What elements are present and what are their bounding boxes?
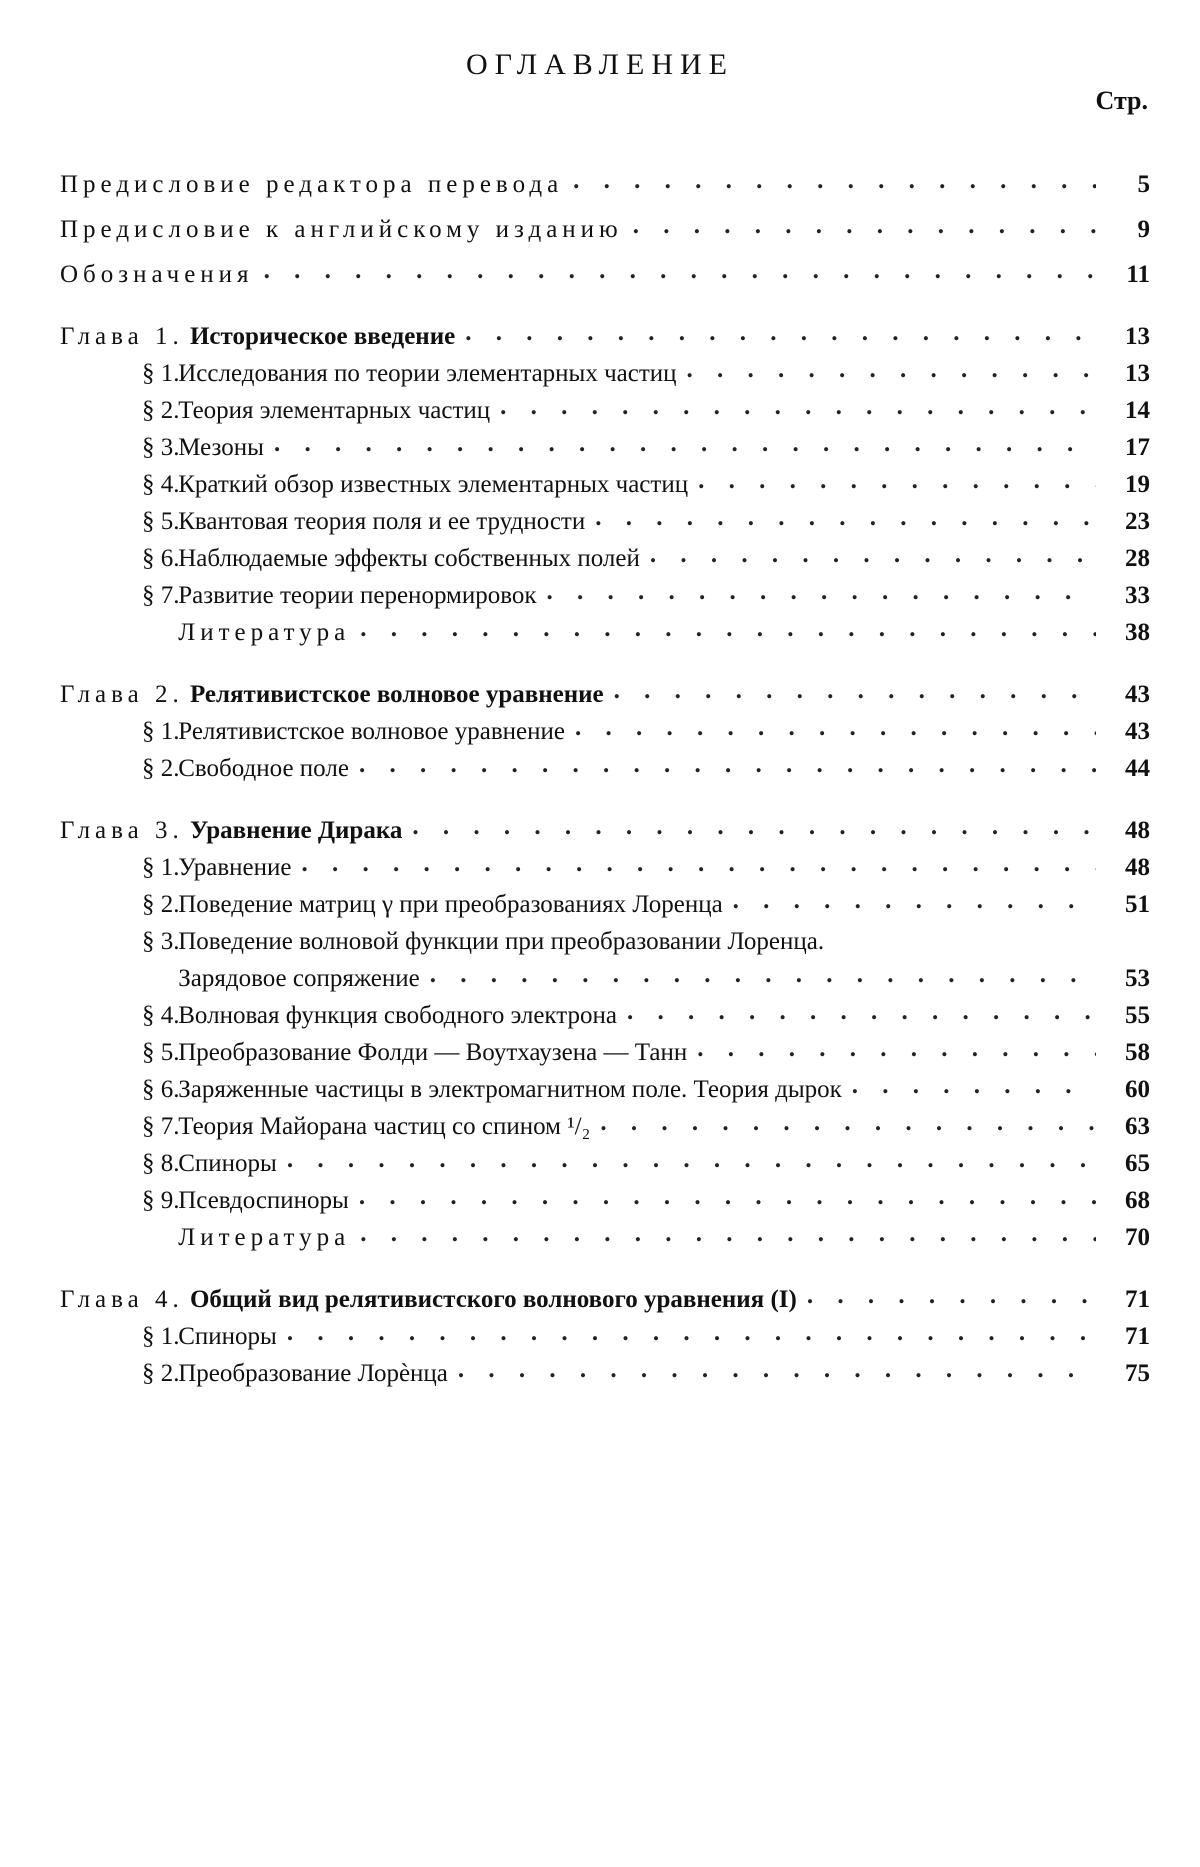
section-title: Уравнение bbox=[178, 854, 292, 881]
section-number: § 1. bbox=[142, 360, 180, 387]
section-title: Заряженные частицы в электромагнитном поле. Теория дырок bbox=[178, 1076, 842, 1103]
page-number: 51 bbox=[1125, 891, 1150, 918]
entry-title: Предисловие к английскому изданию bbox=[60, 216, 623, 243]
section-number: § 1. bbox=[142, 854, 180, 881]
dot-leader bbox=[733, 885, 1096, 917]
dot-leader bbox=[359, 749, 1096, 781]
section-title: Развитие теории перенормировок bbox=[178, 582, 537, 609]
page-number: 14 bbox=[1125, 397, 1150, 424]
section-title: Спиноры bbox=[178, 1150, 277, 1177]
section-entry[interactable] bbox=[60, 1353, 1150, 1390]
section-number: § 2. bbox=[142, 1360, 180, 1387]
section-entry[interactable] bbox=[60, 748, 1150, 785]
section-title-continued: Зарядовое сопряжение bbox=[178, 965, 420, 992]
page-number: 17 bbox=[1125, 434, 1150, 461]
section-title: Поведение матриц γ при преобразованиях Лоренца bbox=[178, 891, 723, 918]
dot-leader bbox=[458, 1354, 1096, 1386]
page-number: 28 bbox=[1125, 545, 1150, 572]
toc-entry[interactable] bbox=[60, 201, 1150, 246]
page-column-label: Стр. bbox=[1095, 86, 1148, 115]
literature-entry[interactable] bbox=[60, 1217, 1150, 1254]
toc-entry[interactable] bbox=[60, 246, 1150, 291]
section-number: § 5. bbox=[142, 508, 180, 535]
section-title: Наблюдаемые эффекты собственных полей bbox=[178, 545, 640, 572]
section-title: Свободное поле bbox=[178, 755, 349, 782]
dot-leader bbox=[697, 1033, 1096, 1065]
section-title: Краткий обзор известных элементарных частиц bbox=[178, 471, 689, 498]
section-number: § 7. bbox=[142, 582, 180, 609]
section-number: § 2. bbox=[142, 397, 180, 424]
chapter-label: Глава 3. bbox=[60, 817, 184, 844]
section-entry[interactable] bbox=[60, 1316, 1150, 1353]
section-number: § 5. bbox=[142, 1039, 180, 1066]
dot-leader bbox=[852, 1070, 1096, 1102]
section-entry-line2[interactable] bbox=[60, 958, 1150, 995]
chapter-label: Глава 1. bbox=[60, 323, 184, 350]
chapter-heading[interactable] bbox=[60, 1268, 1150, 1316]
dot-leader bbox=[500, 391, 1096, 423]
page-number: 48 bbox=[1125, 854, 1150, 881]
chapter-label: Глава 4. bbox=[60, 1286, 184, 1313]
section-entry[interactable] bbox=[60, 353, 1150, 390]
dot-leader bbox=[287, 1317, 1096, 1349]
section-number: § 3. bbox=[142, 928, 180, 955]
page-number: 63 bbox=[1125, 1113, 1150, 1140]
section-number: § 4. bbox=[142, 471, 180, 498]
entry-title: Обозначения bbox=[60, 261, 254, 288]
section-number: § 6. bbox=[142, 545, 180, 572]
dot-leader bbox=[360, 613, 1096, 645]
dot-leader bbox=[264, 255, 1096, 287]
section-number: § 7. bbox=[142, 1113, 180, 1140]
page-number: 33 bbox=[1125, 582, 1150, 609]
section-entry[interactable] bbox=[60, 1069, 1150, 1106]
chapter-heading[interactable] bbox=[60, 799, 1150, 847]
section-title: Псевдоспиноры bbox=[178, 1187, 349, 1214]
section-title: Преобразование Фолди — Воутхаузена — Танн bbox=[178, 1039, 688, 1066]
dot-leader bbox=[359, 1181, 1096, 1213]
section-entry[interactable] bbox=[60, 847, 1150, 884]
chapter-heading[interactable] bbox=[60, 305, 1150, 353]
dot-leader bbox=[465, 317, 1096, 349]
dot-leader bbox=[301, 848, 1096, 880]
dot-leader bbox=[595, 502, 1096, 534]
page-title: ОГЛАВЛЕНИЕ bbox=[466, 48, 734, 81]
page-number: 13 bbox=[1125, 323, 1150, 350]
page-number: 9 bbox=[1137, 216, 1150, 243]
section-entry[interactable] bbox=[60, 575, 1150, 612]
dot-leader bbox=[807, 1280, 1096, 1312]
table-of-contents bbox=[60, 156, 1150, 1390]
section-number: § 4. bbox=[142, 1002, 180, 1029]
dot-leader bbox=[412, 811, 1096, 843]
page-number: 43 bbox=[1125, 681, 1150, 708]
section-entry[interactable] bbox=[60, 884, 1150, 921]
section-title: Теория элементарных частиц bbox=[178, 397, 491, 424]
page-number: 70 bbox=[1125, 1224, 1150, 1251]
chapter-title: Уравнение Дирака bbox=[189, 817, 403, 844]
dot-leader bbox=[627, 996, 1096, 1028]
section-title: Квантовая теория поля и ее трудности bbox=[178, 508, 586, 535]
section-entry[interactable] bbox=[60, 1143, 1150, 1180]
page-number: 19 bbox=[1125, 471, 1150, 498]
dot-leader bbox=[360, 1218, 1096, 1250]
section-title: Спиноры bbox=[178, 1323, 277, 1350]
dot-leader bbox=[573, 165, 1096, 197]
dot-leader bbox=[600, 1107, 1096, 1139]
literature-title: Литература bbox=[178, 619, 351, 646]
section-number: § 2. bbox=[142, 755, 180, 782]
section-entry[interactable] bbox=[60, 711, 1150, 748]
page-number: 60 bbox=[1125, 1076, 1150, 1103]
section-title: Поведение волновой функции при преобразовании Лоренца. bbox=[178, 928, 825, 955]
page-number: 53 bbox=[1125, 965, 1150, 992]
chapter-title: Историческое введение bbox=[189, 323, 456, 350]
page-number: 5 bbox=[1137, 171, 1150, 198]
section-entry-line1[interactable] bbox=[60, 921, 1150, 958]
entry-title: Предисловие редактора перевода bbox=[60, 171, 564, 198]
section-entry[interactable] bbox=[60, 1180, 1150, 1217]
dot-leader bbox=[687, 354, 1096, 386]
section-title: Мезоны bbox=[178, 434, 264, 461]
section-title: Волновая функция свободного электрона bbox=[178, 1002, 617, 1029]
dot-leader bbox=[633, 210, 1096, 242]
page-number: 23 bbox=[1125, 508, 1150, 535]
section-title: Теория Майорана частиц со спином ¹/₂ bbox=[178, 1113, 591, 1140]
section-title: Преобразование Лорѐнца bbox=[178, 1360, 448, 1387]
page-number: 13 bbox=[1125, 360, 1150, 387]
chapter-heading[interactable] bbox=[60, 663, 1150, 711]
section-number: § 9. bbox=[142, 1187, 180, 1214]
section-number: § 6. bbox=[142, 1076, 180, 1103]
section-number: § 1. bbox=[142, 1323, 180, 1350]
dot-leader bbox=[287, 1144, 1096, 1176]
page-number: 44 bbox=[1125, 755, 1150, 782]
section-entry[interactable] bbox=[60, 390, 1150, 427]
section-number: § 3. bbox=[142, 434, 180, 461]
dot-leader bbox=[650, 539, 1096, 571]
section-entry[interactable] bbox=[60, 464, 1150, 501]
chapter-label: Глава 2. bbox=[60, 681, 184, 708]
dot-leader bbox=[575, 712, 1096, 744]
section-entry[interactable] bbox=[60, 1106, 1150, 1143]
dot-leader bbox=[698, 465, 1096, 497]
page-number: 58 bbox=[1125, 1039, 1150, 1066]
page-number: 71 bbox=[1125, 1286, 1150, 1313]
section-entry[interactable] bbox=[60, 427, 1150, 464]
section-entry[interactable] bbox=[60, 995, 1150, 1032]
dot-leader bbox=[274, 428, 1096, 460]
page-number: 65 bbox=[1125, 1150, 1150, 1177]
section-title: Исследования по теории элементарных частиц bbox=[178, 360, 677, 387]
chapter-title: Релятивистское волновое уравнение bbox=[189, 681, 604, 708]
section-title: Релятивистское волновое уравнение bbox=[178, 718, 566, 745]
page-number: 11 bbox=[1126, 261, 1150, 288]
literature-entry[interactable] bbox=[60, 612, 1150, 649]
page-number: 68 bbox=[1125, 1187, 1150, 1214]
dot-leader bbox=[547, 576, 1096, 608]
page-number: 43 bbox=[1125, 718, 1150, 745]
dot-leader bbox=[614, 675, 1096, 707]
page-number: 55 bbox=[1125, 1002, 1150, 1029]
chapter-title: Общий вид релятивистского волнового уравнения (I) bbox=[189, 1286, 797, 1313]
section-entry[interactable] bbox=[60, 501, 1150, 538]
section-entry[interactable] bbox=[60, 538, 1150, 575]
toc-entry[interactable] bbox=[60, 156, 1150, 201]
section-number: § 1. bbox=[142, 718, 180, 745]
page-number: 38 bbox=[1125, 619, 1150, 646]
dot-leader bbox=[430, 959, 1096, 991]
page-number: 71 bbox=[1125, 1323, 1150, 1350]
section-number: § 8. bbox=[142, 1150, 180, 1177]
page-number: 75 bbox=[1125, 1360, 1150, 1387]
section-entry[interactable] bbox=[60, 1032, 1150, 1069]
page-number: 48 bbox=[1125, 817, 1150, 844]
section-number: § 2. bbox=[142, 891, 180, 918]
literature-title: Литература bbox=[178, 1224, 351, 1251]
